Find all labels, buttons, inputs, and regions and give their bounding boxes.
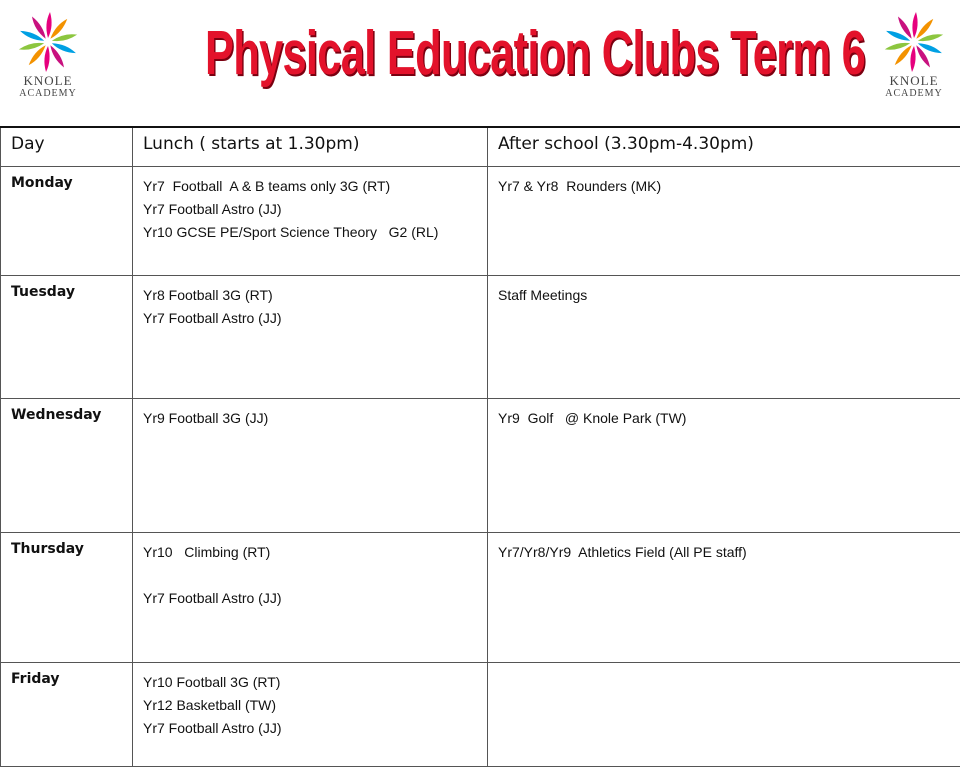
activity-line: Yr7 Football Astro (JJ) <box>143 198 477 221</box>
table-row <box>1 275 960 398</box>
column-header-after-school: After school (3.30pm-4.30pm) <box>488 127 960 166</box>
logo-subtitle: ACADEMY <box>6 88 90 99</box>
lunch-cell <box>133 532 488 662</box>
clubs-timetable <box>0 126 960 767</box>
activity-line: Yr10 GCSE PE/Sport Science Theory G2 (RL) <box>143 221 477 244</box>
after-school-cell <box>488 275 960 398</box>
day-cell: Wednesday <box>1 398 133 532</box>
day-cell: Monday <box>1 166 133 275</box>
activity-line: Yr9 Football 3G (JJ) <box>143 407 477 430</box>
activity-line <box>143 564 477 587</box>
activity-line: Yr10 Football 3G (RT) <box>143 671 477 694</box>
starburst-logo-icon <box>876 8 952 72</box>
page-title: Physical Education Clubs Term 6 <box>205 4 695 104</box>
activity-line: Yr7 Football Astro (JJ) <box>143 307 477 330</box>
logo-name: KNOLE <box>6 74 90 88</box>
logo-subtitle: ACADEMY <box>872 88 956 99</box>
day-cell: Thursday <box>1 532 133 662</box>
activity-line: Yr7 & Yr8 Rounders (MK) <box>498 175 950 198</box>
table-row <box>1 662 960 766</box>
logo-petal <box>910 46 915 72</box>
column-header-day: Day <box>1 127 133 166</box>
activity-line: Yr7 Football Astro (JJ) <box>143 587 477 610</box>
lunch-cell <box>133 662 488 766</box>
after-school-cell <box>488 662 960 766</box>
activity-line: Yr7/Yr8/Yr9 Athletics Field (All PE staff) <box>498 541 950 564</box>
lunch-cell <box>133 398 488 532</box>
logo-petal <box>44 46 49 72</box>
after-school-cell <box>488 532 960 662</box>
starburst-logo-icon <box>10 8 86 72</box>
logo-petal <box>912 12 917 38</box>
after-school-cell <box>488 166 960 275</box>
activity-line: Yr7 Football A & B teams only 3G (RT) <box>143 175 477 198</box>
day-cell: Friday <box>1 662 133 766</box>
activity-line: Staff Meetings <box>498 284 950 307</box>
logo-petal <box>46 12 51 38</box>
knole-academy-logo-right <box>872 8 956 112</box>
lunch-cell <box>133 166 488 275</box>
knole-academy-logo-left <box>6 8 90 112</box>
activity-line: Yr8 Football 3G (RT) <box>143 284 477 307</box>
table-row <box>1 166 960 275</box>
page-header <box>0 0 960 126</box>
table-row <box>1 532 960 662</box>
day-cell: Tuesday <box>1 275 133 398</box>
table-header-row <box>1 127 960 166</box>
activity-line: Yr9 Golf @ Knole Park (TW) <box>498 407 950 430</box>
column-header-lunch: Lunch ( starts at 1.30pm) <box>133 127 488 166</box>
table-row <box>1 398 960 532</box>
logo-name: KNOLE <box>872 74 956 88</box>
activity-line: Yr10 Climbing (RT) <box>143 541 477 564</box>
after-school-cell <box>488 398 960 532</box>
activity-line: Yr12 Basketball (TW) <box>143 694 477 717</box>
activity-line: Yr7 Football Astro (JJ) <box>143 717 477 740</box>
lunch-cell <box>133 275 488 398</box>
